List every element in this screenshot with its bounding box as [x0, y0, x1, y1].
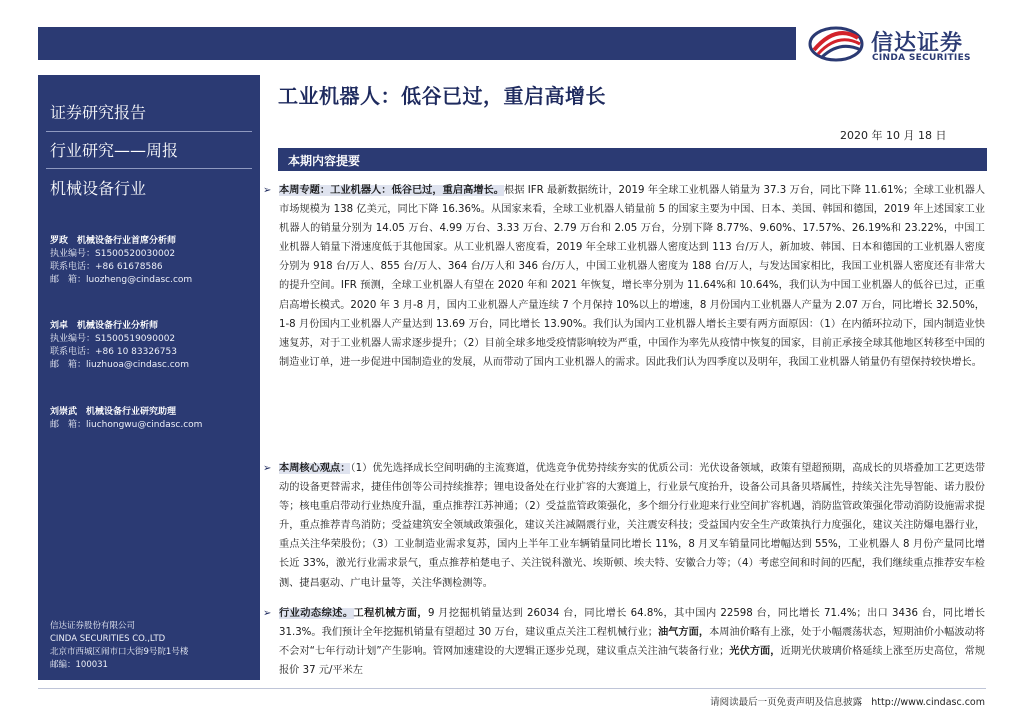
paragraph-lead: 本周核心观点：: [279, 463, 351, 474]
analyst-cert: 执业编号：S1500520030002: [50, 249, 176, 259]
sidebar-divider: [46, 168, 252, 169]
paragraph-core-views: [263, 459, 986, 593]
sidebar: [38, 75, 260, 680]
analyst-card: [50, 406, 202, 432]
section-title: 本期内容提要: [288, 154, 361, 168]
top-banner: [38, 27, 796, 60]
arrow-bullet-icon: ➢: [263, 608, 272, 619]
footer-url[interactable]: http://www.cindasc.com: [871, 697, 985, 708]
footer: [710, 694, 985, 708]
subtopic-text: 近期光伏玻璃价格延续上涨至历史高位，常规报价 37 元/平米左: [279, 646, 985, 677]
logo-chinese-name: 信达证券: [871, 31, 964, 56]
page-title: 工业机器人：低谷已过，重启高增长: [278, 84, 606, 108]
report-type: 证券研究报告: [50, 103, 147, 122]
sidebar-divider: [46, 131, 252, 132]
analyst-card: [50, 235, 192, 287]
analyst-phone: 联系电话：+86 61678586: [50, 262, 163, 272]
paragraph-body: （1）优先选择成长空间明确的主流赛道，优选竞争优势持续夯实的优质公司：光伏设备领域，政策有望超预期，高成长的贝塔叠加工艺更迭带动的设备更替需求，捷佳伟创等公司持续推荐；锂电设备处在行业扩容的大赛道上，行业景气度抬升，设备公司具备贝塔属性，持续关注先导智能、诺力股份等；核电重启带动行业热度升温，重点推荐江苏神通；（2）受益监管政策强化，多个细分行业迎来行业空间扩容机遇，消防监管政策强化带动消防设施需求提升，重点推荐青鸟消防；受益建筑安全领域政策强化，建议关注减隔震行业，关注震安科技；受益国内安全生产政策执行力度强化，建议关注防爆电器行业，重点关注华荣股份；（3）工业制造业需求复苏，国内上半年工业车辆销量同比增长 11%，8 月叉车销量同比增幅达到 55%，工业机器人 8 月份产量同比增长近 33%，激光行业需求景气，重点推荐柏楚电子、关注锐科激光、埃斯顿、埃夫特、安徽合力等；（4）考虑空间和时间的匹配，我们继续重点推荐安车检测、捷昌驱动、广电计量等，关注华测检测等。: [279, 463, 986, 589]
industry-name: 机械设备行业: [50, 179, 147, 198]
subtopic-text: 本周油价略有上涨，处于小幅震荡状态，短期油价小幅波动将不会对“七年行动计划”产生影响。管网加速建设的大逻辑正逐步兑现，建议重点关注油气装备行业；: [279, 627, 985, 658]
paragraph-topic: [263, 181, 986, 372]
analyst-name-title: 罗政 机械设备行业首席分析师: [50, 236, 177, 246]
subtopic-label: 光伏方面，: [729, 646, 781, 658]
analyst-email[interactable]: 邮 箱：liuzhuoa@cindasc.com: [50, 360, 189, 370]
company-name-cn: 信达证券股份有限公司: [50, 621, 136, 631]
analyst-card: [50, 320, 189, 372]
analyst-email[interactable]: 邮 箱：liuchongwu@cindasc.com: [50, 420, 203, 430]
company-name-en: CINDA SECURITIES CO.,LTD: [50, 634, 166, 644]
report-series: 行业研究——周报: [50, 141, 179, 160]
footer-divider: [38, 688, 986, 689]
company-logo: [808, 18, 998, 68]
paragraph-industry-news: [263, 604, 986, 684]
subtopic-label: 油气方面，: [657, 627, 710, 639]
section-header: [278, 148, 987, 171]
logo-english-name: CINDA SECURITIES: [872, 53, 971, 63]
paragraph-body: 根据 IFR 最新数据统计，2019 年全球工业机器人销量为 37.3 万台，同比下降 11.61%；全球工业机器人市场规模为 138 亿美元，同比下降 16.36%。从国家来看，全球工业机器人销量前 5 的国家主要为中国、日本、美国、韩国和德国，2019 年上述国家工业机器人的销量分别为 14.05 万台、4.99 万台、3.33 万台、2.79 万台和 2.05 万台，分别下降 8.77%、9.60%、17.57%、26.19%和 23.22%，中国工业机器人销量下滑速度低于其他国家。从工业机器人密度看，2019 年全球工业机器人密度达到 113 台/万人，新加坡、韩国、日本和德国的工业机器人密度分别为 918 台/万人、855 台/万人、364 台/万人和 346 台/万人，中国工业机器人密度为 188 台/万人，与发达国家相比，我国工业机器人密度还有非常大的提升空间。IFR 预测，全球工业机器人有望在 2020 年和 2021 年恢复，增长率分别为 11.64%和 10.64%，我们认为中国工业机器人的低谷已过，正重启高增长模式。2020 年 3 月-8 月，国内工业机器人产量连续 7 个月保持 10%以上的增速，8 月份国内工业机器人产量为 2.07 万台，同比增长 32.50%，1-8 月份国内工业机器人产量达到 13.69 万台，同比增长 13.90%。我们认为国内工业机器人增长主要有两方面原因：（1）在内循环拉动下，国内制造业快速复苏，对于工业机器人需求逐步提升；（2）目前全球多地受疫情影响较为严重，中国作为率先从疫情中恢复的国家，目前正承接全球其他地区转移至中国的制造业订单，进一步促进中国制造业的发展，从而带动了国内工业机器人的需求。因此我们认为四季度以及明年，我国工业机器人销量仍有望保持较快增长。: [279, 185, 986, 368]
company-info: [50, 620, 188, 672]
report-date: 2020 年 10 月 18 日: [840, 129, 947, 142]
analyst-phone: 联系电话：+86 10 83326753: [50, 347, 177, 357]
footer-disclaimer: 请阅读最后一页免责声明及信息披露: [710, 697, 863, 708]
analyst-email[interactable]: 邮 箱：luozheng@cindasc.com: [50, 275, 193, 285]
paragraph-lead: 行业动态综述。: [279, 608, 354, 619]
arrow-bullet-icon: ➢: [263, 463, 272, 474]
analyst-name-title: 刘崇武 机械设备行业研究助理: [50, 407, 177, 417]
paragraph-lead: 本周专题：工业机器人：低谷已过，重启高增长。: [279, 185, 505, 196]
subtopic-text: 9 月挖掘机销量达到 26034 台，同比增长 64.8%，其中国内 22598 台，同比增长 71.4%；出口 3436 台，同比增长 31.3%。我们预计全年挖掘机销量有望超过 30 万台，建议重点关注工程机械行业；: [279, 608, 986, 639]
arrow-bullet-icon: ➢: [263, 185, 272, 196]
analyst-name-title: 刘卓 机械设备行业分析师: [50, 321, 159, 331]
analyst-cert: 执业编号：S1500519090002: [50, 334, 176, 344]
company-postcode: 邮编：100031: [50, 660, 108, 670]
company-address: 北京市西城区闹市口大街9号院1号楼: [50, 647, 189, 657]
subtopic-label: 工程机械方面，: [353, 608, 428, 619]
cinda-logo-icon: [808, 22, 864, 62]
